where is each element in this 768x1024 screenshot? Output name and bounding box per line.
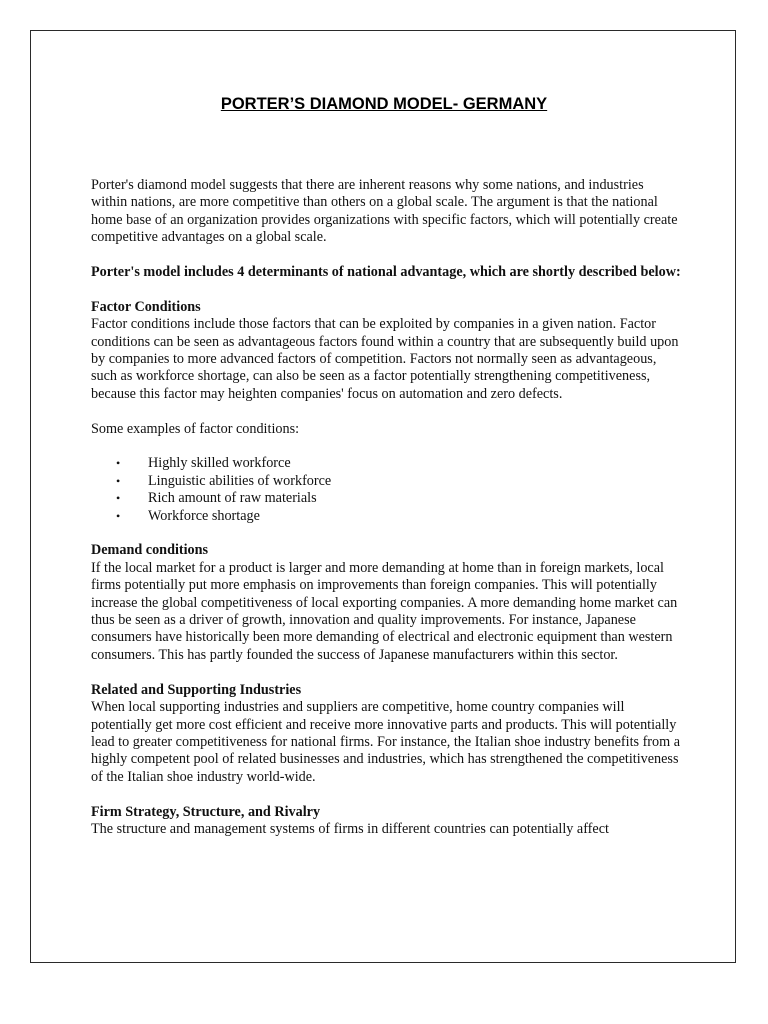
- section-body-firm-strategy: The structure and management systems of firms in different countries can potentially affect: [91, 820, 609, 837]
- examples-intro: Some examples of factor conditions:: [91, 420, 300, 437]
- section-heading-demand-conditions: Demand conditions: [91, 542, 209, 559]
- list-item: • Linguistic abilities of workforce: [116, 472, 332, 489]
- section-body-demand-conditions: If the local market for a product is larger and more demanding at home than in foreign markets, local firms potentially put more emphasis on improvements than foreign companies. This will potentially increase the global competitiveness of local exporting companies. A more demanding home market can thus be seen as a driver of growth, innovation and quality improvements. For instance, Japanese consumers have historically been more demanding of electrical and electronic equipment than western consumers. This has partly founded the success of Japanese manufacturers within this sector.: [91, 559, 678, 663]
- section-body-factor-conditions: Factor conditions include those factors that can be exploited by companies in a given nation. Factor conditions can be seen as advantageous factors found within a country that are subsequently build upon by companies to more advanced factors of competition. Factors not normally seen as advantageous, such as workforce shortage, can also be seen as a factor potentially strengthening competitiveness, because this factor may heighten companies' focus on automation and zero defects.: [91, 316, 679, 402]
- examples-list: [91, 455, 681, 525]
- section-heading-related-industries: Related and Supporting Industries: [91, 681, 302, 698]
- bullet-icon: •: [116, 491, 121, 506]
- document-page: [30, 30, 736, 963]
- document-body: [91, 177, 681, 838]
- section-heading-firm-strategy: Firm Strategy, Structure, and Rivalry: [91, 803, 321, 820]
- list-item: • Highly skilled workforce: [116, 455, 291, 472]
- document-title: PORTER’S DIAMOND MODEL- GERMANY: [220, 95, 548, 113]
- bullet-icon: •: [116, 473, 121, 488]
- bullet-icon: •: [116, 456, 121, 471]
- section-heading-factor-conditions: Factor Conditions: [91, 298, 201, 315]
- determinants-heading: Porter's model includes 4 determinants of national advantage, which are shortly described below:: [91, 264, 681, 281]
- bullet-icon: •: [116, 508, 121, 523]
- list-item: • Workforce shortage: [116, 507, 260, 524]
- list-item: • Rich amount of raw materials: [116, 490, 317, 507]
- section-body-related-industries: When local supporting industries and suppliers are competitive, home country companies will potentially get more cost efficient and receive more innovative parts and products. This will potentially lead to greater competitiveness for national firms. For instance, the Italian shoe industry benefits from a highly competent pool of related businesses and industries, which has strengthened the competitiveness of the Italian shoe industry world-wide.: [91, 699, 680, 785]
- intro-paragraph: Porter's diamond model suggests that there are inherent reasons why some nations, and industries within nations, are more competitive than others on a global scale. The argument is that the national home base of an organization provides organizations with specific factors, which will potentially create competitive advantages on a global scale.: [91, 177, 678, 246]
